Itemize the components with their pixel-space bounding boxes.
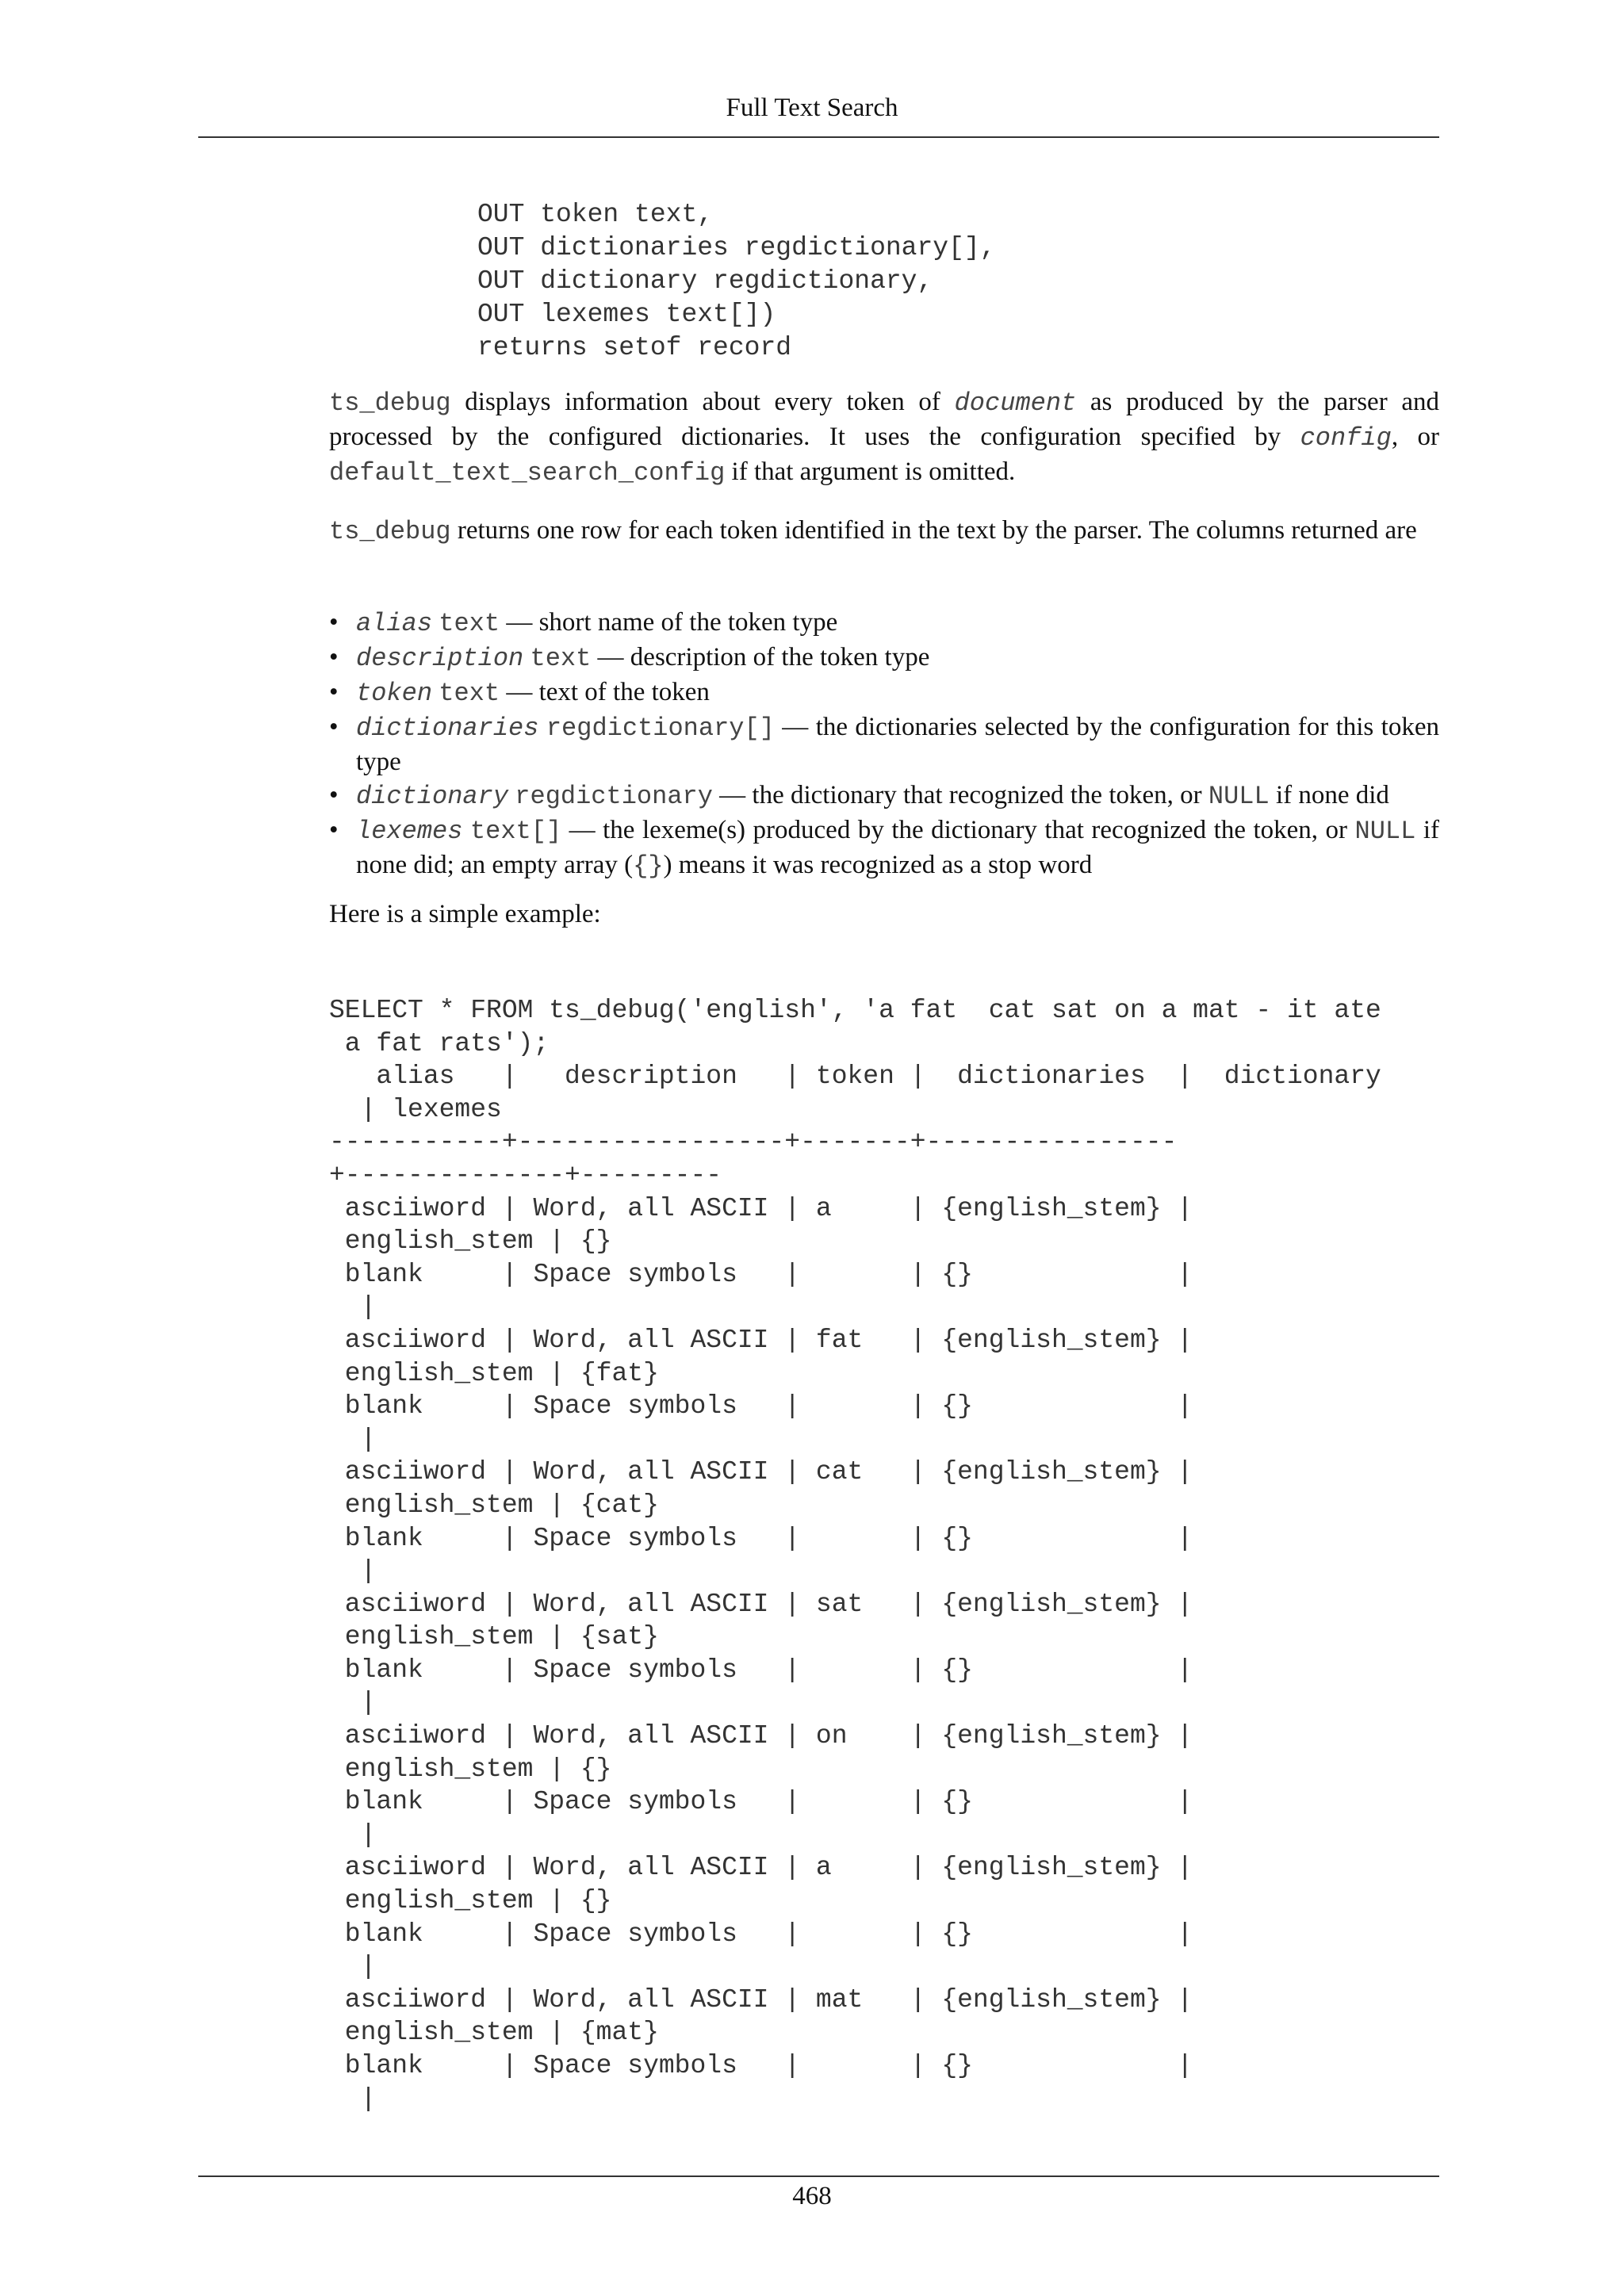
column-name: alias bbox=[356, 609, 433, 638]
column-description: — text of the token bbox=[500, 678, 710, 706]
column-description: ) means it was recognized as a stop word bbox=[663, 851, 1093, 879]
inline-code: {} bbox=[633, 851, 664, 881]
paragraph-text: as produced by the parser and processed by the configured dictionaries. It uses the configuration specified by bbox=[329, 388, 1439, 451]
bullet-marker: • bbox=[329, 678, 339, 706]
paragraph-text: , or bbox=[1391, 423, 1439, 451]
paragraph-text: returns one row for each token identified in the text by the parser. The columns returned are bbox=[450, 516, 1417, 545]
column-description: — the dictionary that recognized the token, or bbox=[712, 781, 1208, 809]
inline-code: default_text_search_config bbox=[329, 458, 726, 488]
column-description: — short name of the token type bbox=[500, 608, 838, 637]
parameter-name: config bbox=[1300, 423, 1392, 453]
columns-intro-paragraph bbox=[329, 514, 1439, 549]
column-type: text[] bbox=[469, 817, 562, 846]
parameter-name: document bbox=[954, 388, 1077, 418]
column-type: text bbox=[439, 609, 500, 638]
column-description: — the dictionaries selected by the configuration for this token type bbox=[356, 713, 1439, 776]
paragraph-text: if that argument is omitted. bbox=[725, 457, 1016, 486]
bullet-marker: • bbox=[329, 781, 339, 809]
bullet-marker: • bbox=[329, 643, 339, 672]
function-signature-code: OUT token text, OUT dictionaries regdictionary[], OUT dictionary regdictionary, OUT lexemes text[]) returns setof record bbox=[477, 200, 996, 362]
column-type: regdictionary bbox=[515, 782, 713, 811]
bullet-marker: • bbox=[329, 816, 339, 844]
list-item bbox=[329, 641, 1439, 675]
column-name: dictionary bbox=[356, 782, 509, 811]
column-name: description bbox=[356, 644, 524, 673]
inline-code: NULL bbox=[1354, 817, 1416, 846]
column-name: lexemes bbox=[356, 817, 463, 846]
column-description: — the lexeme(s) produced by the dictionary that recognized the token, or bbox=[561, 816, 1355, 844]
ts-debug-description-paragraph bbox=[329, 385, 1439, 490]
running-header: Full Text Search bbox=[726, 94, 898, 122]
example-code-block: SELECT * FROM ts_debug('english', 'a fat cat sat on a mat - it ate a fat rats'); alias | description | token | dictionaries | dictionary | lexemes -----------+-----------------+-------+---------------- +--------------+--------- asciiword | Word, all ASCII | a | {english_stem} | english_stem | {} blank | Space symbols | | {} | | asciiword | Word, all ASCII | fat | {english_stem} | english_stem | {fat} blank | Space symbols | | {} | | asciiword | Word, all ASCII | cat | {english_stem} | english_stem | {cat} blank | Space symbols | | {} | | asciiword | Word, all ASCII | sat | {english_stem} | english_stem | {sat} blank | Space symbols | | {} | | asciiword | Word, all ASCII | on | {english_stem} | english_stem | {} blank | Space symbols | | {} | | asciiword | Word, all ASCII | a | {english_stem} | english_stem | {} blank | Space symbols | | {} | | asciiword | Word, all ASCII | mat | {english_stem} | english_stem | {mat} blank | Space symbols | | {} | | bbox=[329, 996, 1381, 2114]
bullet-marker: • bbox=[329, 608, 339, 637]
list-item bbox=[329, 606, 1439, 641]
column-description: if none did bbox=[1269, 781, 1389, 809]
footer-rule bbox=[198, 2175, 1439, 2177]
column-type: text bbox=[439, 679, 500, 708]
inline-code: ts_debug bbox=[329, 388, 451, 418]
inline-code: ts_debug bbox=[329, 517, 451, 546]
example-intro-paragraph: Here is a simple example: bbox=[329, 900, 601, 928]
inline-code: NULL bbox=[1208, 782, 1270, 811]
paragraph-text: displays information about every token of bbox=[450, 388, 955, 416]
column-name: dictionaries bbox=[356, 714, 539, 743]
list-item bbox=[329, 813, 1439, 883]
list-item bbox=[329, 779, 1439, 813]
list-item bbox=[329, 710, 1439, 779]
bullet-marker: • bbox=[329, 713, 339, 741]
list-item bbox=[329, 675, 1439, 710]
column-type: text bbox=[530, 644, 592, 673]
page-number: 468 bbox=[792, 2182, 832, 2210]
column-description: — description of the token type bbox=[591, 643, 930, 672]
header-rule bbox=[198, 136, 1439, 138]
column-type: regdictionary[] bbox=[546, 714, 775, 743]
column-name: token bbox=[356, 679, 433, 708]
column-list bbox=[329, 606, 1439, 883]
column-description: if none did; an empty array ( bbox=[356, 816, 1439, 879]
